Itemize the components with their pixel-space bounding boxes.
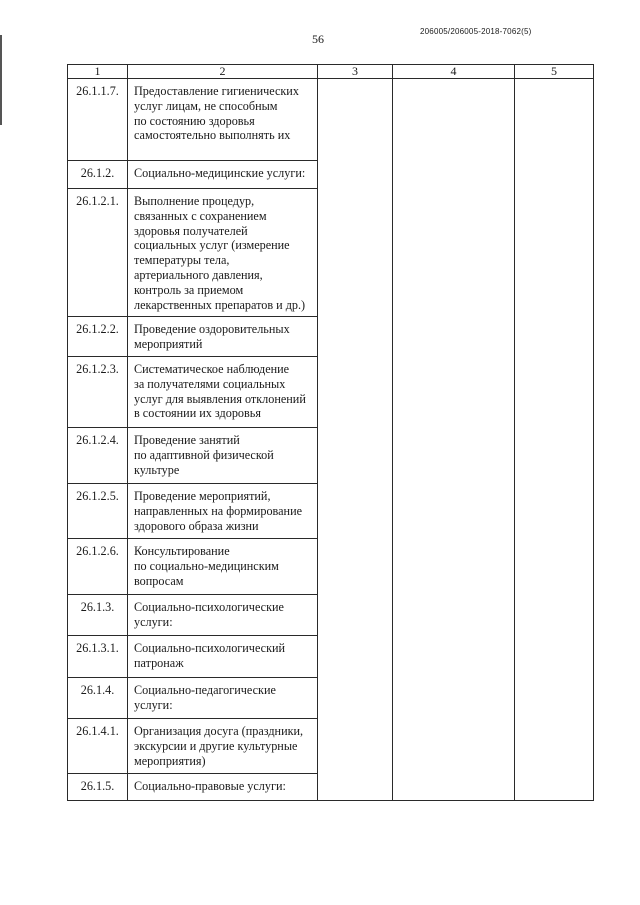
cell-col-4: [393, 189, 515, 317]
cell-col-5: [515, 428, 594, 484]
cell-col-3: [318, 636, 393, 678]
row-line: артериального давления,: [134, 267, 263, 282]
cell-col-4: [393, 484, 515, 539]
row-code: 26.1.5.: [68, 774, 128, 801]
cell-col-4: [393, 774, 515, 801]
column-header-1: 1: [68, 65, 128, 79]
table-header-row: [68, 65, 594, 79]
row-description: [128, 719, 318, 774]
left-margin-mark: [0, 35, 2, 125]
row-description: [128, 189, 318, 317]
cell-col-5: [515, 357, 594, 428]
table-row: [68, 636, 594, 678]
row-description: [128, 595, 318, 636]
row-code: 26.1.2.2.: [68, 317, 128, 357]
cell-col-5: [515, 595, 594, 636]
cell-col-5: [515, 636, 594, 678]
column-header-3: 3: [318, 65, 393, 79]
row-line: контроль за приемом: [134, 282, 244, 297]
row-code: 26.1.4.1.: [68, 719, 128, 774]
row-line: услуги:: [134, 614, 173, 629]
row-line: Проведение мероприятий,: [134, 489, 271, 503]
row-line: направленных на формирование: [134, 503, 303, 518]
cell-col-4: [393, 79, 515, 161]
row-line: Социально-педагогические: [134, 683, 276, 697]
row-line: Социально-психологический: [134, 641, 286, 655]
row-line: Проведение занятий: [134, 433, 240, 447]
row-line: Социально-психологические: [134, 600, 284, 614]
cell-col-4: [393, 678, 515, 719]
row-line: здоровья получателей: [134, 223, 248, 238]
row-line: связанных с сохранением: [134, 208, 267, 223]
cell-col-4: [393, 357, 515, 428]
column-header-2: 2: [128, 65, 318, 79]
row-description: [128, 428, 318, 484]
row-line: Социально-правовые услуги:: [134, 779, 286, 793]
cell-col-3: [318, 357, 393, 428]
cell-col-3: [318, 161, 393, 189]
row-line: социальных услуг (измерение: [134, 238, 290, 253]
cell-col-3: [318, 678, 393, 719]
row-code: 26.1.3.1.: [68, 636, 128, 678]
row-line: вопросам: [134, 573, 184, 588]
services-table: [67, 64, 594, 801]
row-line: Систематическое наблюдение: [134, 362, 290, 376]
row-line: Консультирование: [134, 544, 230, 558]
table-row: [68, 357, 594, 428]
cell-col-5: [515, 189, 594, 317]
column-header-5: 5: [515, 65, 594, 79]
cell-col-5: [515, 161, 594, 189]
row-line: Социально-медицинские услуги:: [134, 166, 306, 180]
document-id: 206005/206005-2018-7062(5): [420, 27, 532, 36]
row-code: 26.1.2.5.: [68, 484, 128, 539]
cell-col-4: [393, 428, 515, 484]
row-line: Выполнение процедур,: [134, 194, 255, 208]
table-row: [68, 189, 594, 317]
row-line: по социально-медицинским: [134, 558, 279, 573]
cell-col-5: [515, 774, 594, 801]
cell-col-5: [515, 678, 594, 719]
row-line: по состоянию здоровья: [134, 113, 255, 128]
table-row: [68, 678, 594, 719]
row-line: услуг для выявления отклонений: [134, 391, 306, 406]
cell-col-5: [515, 484, 594, 539]
table-row: [68, 484, 594, 539]
cell-col-5: [515, 317, 594, 357]
cell-col-4: [393, 539, 515, 595]
page-number: 56: [312, 32, 324, 46]
row-description: [128, 539, 318, 595]
column-header-4: 4: [393, 65, 515, 79]
row-line: по адаптивной физической: [134, 447, 274, 462]
row-line: услуги:: [134, 697, 173, 712]
row-line: патронаж: [134, 655, 184, 670]
row-code: 26.1.3.: [68, 595, 128, 636]
row-line: мероприятий: [134, 336, 203, 351]
cell-col-3: [318, 719, 393, 774]
row-code: 26.1.1.7.: [68, 79, 128, 161]
table-row: [68, 161, 594, 189]
cell-col-3: [318, 189, 393, 317]
cell-col-3: [318, 79, 393, 161]
cell-col-3: [318, 774, 393, 801]
table-row: [68, 317, 594, 357]
cell-col-4: [393, 595, 515, 636]
row-line: культуре: [134, 462, 180, 477]
cell-col-5: [515, 79, 594, 161]
table-row: [68, 79, 594, 161]
cell-col-3: [318, 595, 393, 636]
cell-col-3: [318, 539, 393, 595]
table-row: [68, 539, 594, 595]
cell-col-4: [393, 161, 515, 189]
cell-col-4: [393, 636, 515, 678]
row-description: [128, 317, 318, 357]
row-code: 26.1.2.1.: [68, 189, 128, 317]
cell-col-3: [318, 428, 393, 484]
table-row: [68, 428, 594, 484]
row-line: в состоянии их здоровья: [134, 406, 261, 421]
table-row: [68, 719, 594, 774]
row-description: [128, 161, 318, 189]
row-description: [128, 678, 318, 719]
row-line: Организация досуга (праздники,: [134, 724, 304, 738]
row-code: 26.1.2.6.: [68, 539, 128, 595]
row-line: мероприятия): [134, 753, 206, 768]
row-code: 26.1.4.: [68, 678, 128, 719]
row-line: Проведение оздоровительных: [134, 322, 290, 336]
row-description: [128, 636, 318, 678]
table-row: [68, 595, 594, 636]
cell-col-4: [393, 719, 515, 774]
row-line: лекарственных препаратов и др.): [134, 297, 306, 312]
row-line: здорового образа жизни: [134, 518, 259, 533]
row-line: экскурсии и другие культурные: [134, 738, 298, 753]
cell-col-3: [318, 484, 393, 539]
row-code: 26.1.2.3.: [68, 357, 128, 428]
cell-col-5: [515, 539, 594, 595]
row-description: [128, 79, 318, 161]
row-code: 26.1.2.: [68, 161, 128, 189]
row-line: услуг лицам, не способным: [134, 98, 278, 113]
cell-col-5: [515, 719, 594, 774]
row-description: [128, 484, 318, 539]
row-description: [128, 357, 318, 428]
row-line: температуры тела,: [134, 253, 230, 268]
table-row: [68, 774, 594, 801]
row-line: Предоставление гигиенических: [134, 84, 299, 98]
cell-col-4: [393, 317, 515, 357]
row-code: 26.1.2.4.: [68, 428, 128, 484]
row-description: [128, 774, 318, 801]
cell-col-3: [318, 317, 393, 357]
row-line: самостоятельно выполнять их: [134, 128, 291, 143]
row-line: за получателями социальных: [134, 376, 286, 391]
